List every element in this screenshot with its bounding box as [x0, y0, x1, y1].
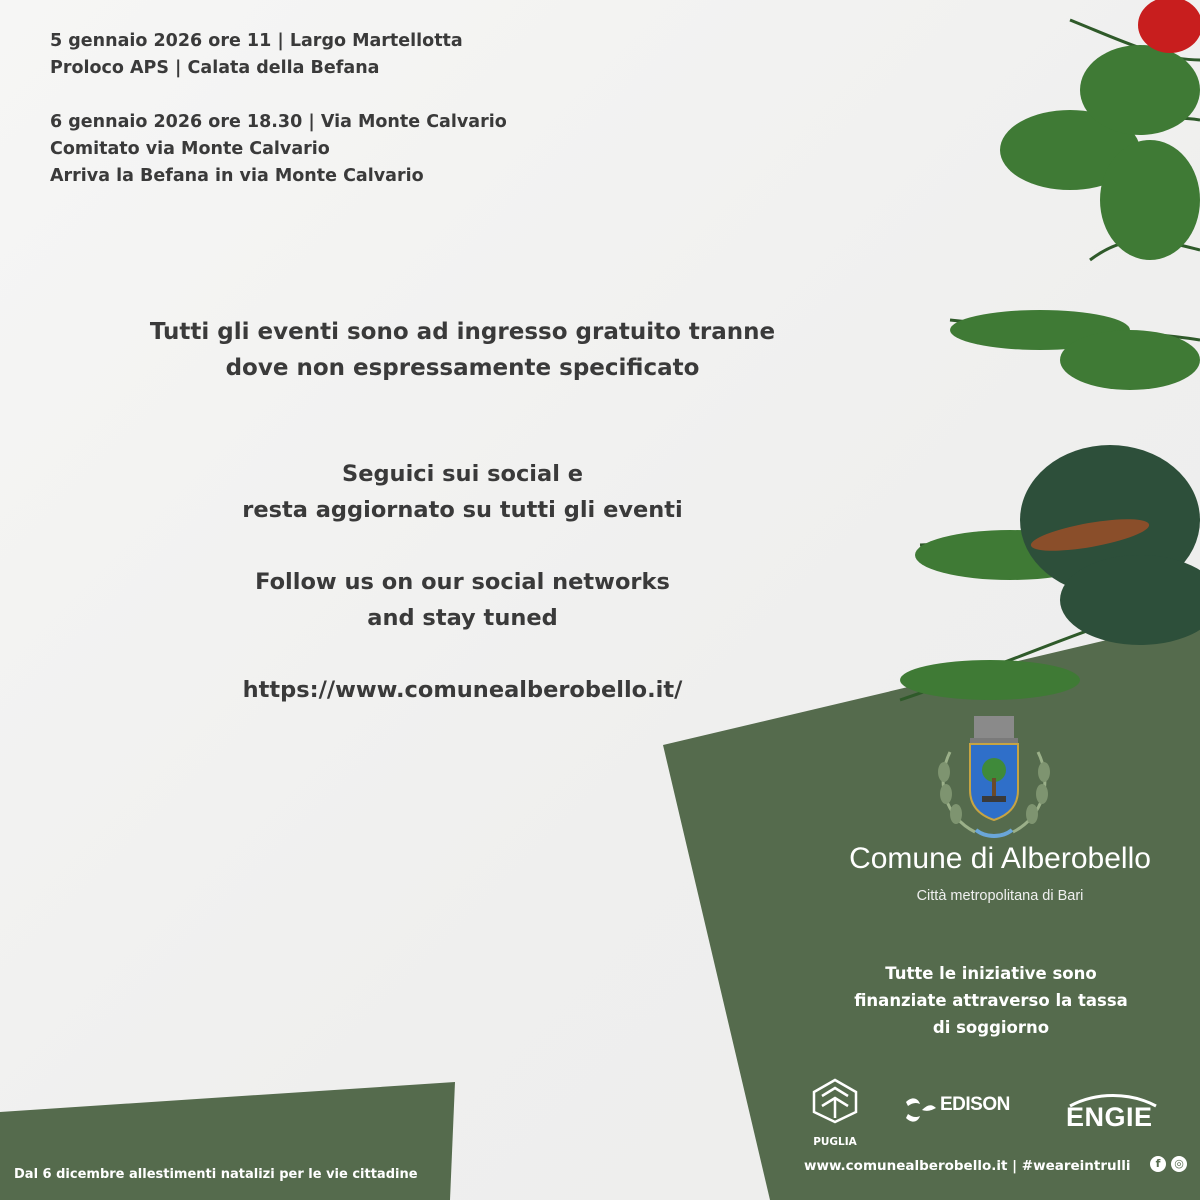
puglia-label: PUGLIA	[813, 1136, 857, 1148]
social-icons	[1150, 1156, 1187, 1172]
social-it-line: resta aggiornato su tutti gli eventi	[242, 497, 683, 523]
event-date-location: 5 gennaio 2026 ore 11 | Largo Martellotta	[50, 31, 463, 51]
comune-name: Comune di Alberobello	[849, 842, 1151, 875]
event-title: Arriva la Befana in via Monte Calvario	[50, 166, 424, 186]
funding-line: di soggiorno	[932, 1018, 1050, 1037]
free-entry-notice	[0, 314, 925, 386]
footer-website-hashtag[interactable]: www.comunealberobello.it | #weareintrulli	[804, 1158, 1131, 1174]
instagram-icon[interactable]: ◎	[1171, 1156, 1187, 1172]
social-en-line: Follow us on our social networks	[255, 569, 670, 595]
alberobello-crest-icon	[930, 712, 1058, 844]
funding-notice	[820, 960, 1162, 1041]
social-en-line: and stay tuned	[367, 605, 558, 631]
comune-subtitle: Città metropolitana di Bari	[916, 888, 1084, 904]
event-organizer-title: Proloco APS | Calata della Befana	[50, 58, 380, 78]
event-item	[50, 28, 507, 82]
edison-logo-text: EDISON	[940, 1094, 1010, 1115]
notice-line: Tutti gli eventi sono ad ingresso gratuito tranne	[149, 319, 776, 345]
event-date-location: 6 gennaio 2026 ore 18.30 | Via Monte Calvario	[50, 112, 507, 132]
funding-line: Tutte le iniziative sono	[885, 964, 1097, 983]
funding-line: finanziate attraverso la tassa	[854, 991, 1128, 1010]
event-organizer: Comitato via Monte Calvario	[50, 139, 330, 159]
website-link[interactable]: https://www.comunealberobello.it/	[242, 677, 683, 703]
event-item	[50, 109, 507, 190]
decorations-note: Dal 6 dicembre allestimenti natalizi per le vie cittadine	[14, 1167, 418, 1182]
facebook-icon[interactable]: f	[1150, 1156, 1166, 1172]
puglia-logo-icon	[808, 1078, 862, 1124]
engie-logo-text: ENGIE	[1066, 1102, 1153, 1132]
social-english	[0, 564, 925, 636]
edison-logo-icon	[902, 1092, 938, 1128]
social-italian	[0, 456, 925, 528]
events-list	[50, 28, 507, 217]
social-it-line: Seguici sui social e	[341, 461, 584, 487]
bottom-left-green-panel	[0, 1082, 455, 1200]
notice-line: dove non espressamente specificato	[225, 355, 700, 381]
